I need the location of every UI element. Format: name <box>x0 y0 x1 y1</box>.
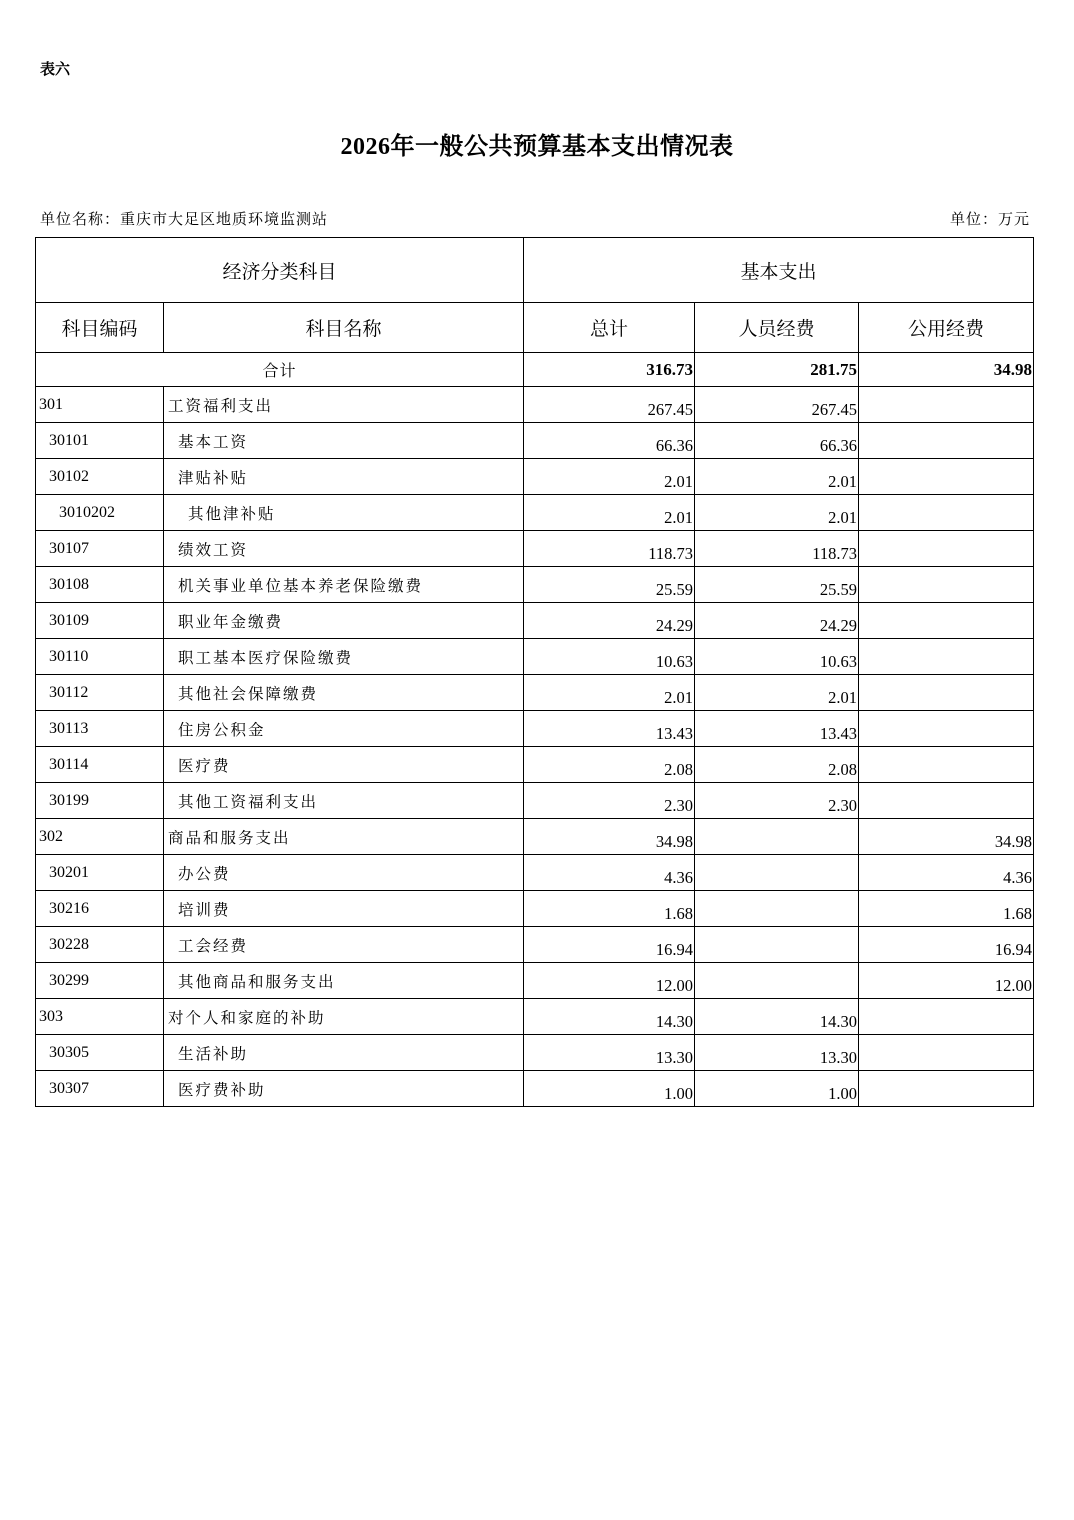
document-title: 2026年一般公共预算基本支出情况表 <box>340 134 734 160</box>
row-public: 1.68 <box>859 891 1034 927</box>
total-label: 合计 <box>36 353 524 387</box>
row-code: 30108 <box>36 567 164 603</box>
table-row <box>36 783 1034 819</box>
row-personnel: 2.01 <box>695 675 859 711</box>
row-code: 30101 <box>36 423 164 459</box>
row-public <box>859 603 1034 639</box>
row-total: 1.68 <box>524 891 695 927</box>
table-row <box>36 603 1034 639</box>
row-name: 其他工资福利支出 <box>164 783 524 819</box>
table-row <box>36 531 1034 567</box>
table-row <box>36 747 1034 783</box>
row-name: 医疗费补助 <box>164 1071 524 1107</box>
row-total: 13.30 <box>524 1035 695 1071</box>
row-total: 2.08 <box>524 747 695 783</box>
table-row <box>36 855 1034 891</box>
row-personnel: 2.01 <box>695 459 859 495</box>
row-name: 住房公积金 <box>164 711 524 747</box>
row-personnel: 267.45 <box>695 387 859 423</box>
header-economic-classification: 经济分类科目 <box>36 238 524 303</box>
row-total: 14.30 <box>524 999 695 1035</box>
row-code: 301 <box>36 387 164 423</box>
header-code: 科目编码 <box>36 303 164 353</box>
row-code: 30102 <box>36 459 164 495</box>
row-code: 30109 <box>36 603 164 639</box>
unit-name: 单位名称：重庆市大足区地质环境监测站 <box>40 210 329 228</box>
table-row <box>36 387 1034 423</box>
table-row <box>36 819 1034 855</box>
row-total: 2.30 <box>524 783 695 819</box>
table-row <box>36 963 1034 999</box>
row-name: 绩效工资 <box>164 531 524 567</box>
row-total: 66.36 <box>524 423 695 459</box>
table-row <box>36 999 1034 1035</box>
row-public <box>859 387 1034 423</box>
row-public <box>859 783 1034 819</box>
row-total: 10.63 <box>524 639 695 675</box>
row-personnel <box>695 855 859 891</box>
row-public <box>859 1071 1034 1107</box>
row-personnel: 13.30 <box>695 1035 859 1071</box>
row-public: 4.36 <box>859 855 1034 891</box>
row-code: 30113 <box>36 711 164 747</box>
table-row <box>36 459 1034 495</box>
table-row <box>36 927 1034 963</box>
row-personnel: 1.00 <box>695 1071 859 1107</box>
header-personnel: 人员经费 <box>695 303 859 353</box>
total-row <box>36 353 1034 387</box>
row-total: 4.36 <box>524 855 695 891</box>
row-name: 其他商品和服务支出 <box>164 963 524 999</box>
total-personnel: 281.75 <box>695 353 859 387</box>
header-basic-expenditure: 基本支出 <box>524 238 1034 303</box>
row-total: 12.00 <box>524 963 695 999</box>
total-sum: 316.73 <box>524 353 695 387</box>
row-code: 30110 <box>36 639 164 675</box>
row-public <box>859 999 1034 1035</box>
row-total: 13.43 <box>524 711 695 747</box>
table-number-label: 表六 <box>40 60 71 78</box>
row-code: 30305 <box>36 1035 164 1071</box>
row-personnel: 14.30 <box>695 999 859 1035</box>
row-name: 办公费 <box>164 855 524 891</box>
row-public: 16.94 <box>859 927 1034 963</box>
header-row-columns <box>36 303 1034 353</box>
header-row-group <box>36 238 1034 303</box>
row-name: 基本工资 <box>164 423 524 459</box>
row-total: 2.01 <box>524 495 695 531</box>
header-total: 总计 <box>524 303 695 353</box>
row-public <box>859 747 1034 783</box>
row-personnel: 13.43 <box>695 711 859 747</box>
row-code: 303 <box>36 999 164 1035</box>
row-personnel <box>695 963 859 999</box>
row-name: 工资福利支出 <box>164 387 524 423</box>
row-total: 16.94 <box>524 927 695 963</box>
row-personnel <box>695 927 859 963</box>
row-code: 30201 <box>36 855 164 891</box>
row-code: 30114 <box>36 747 164 783</box>
row-code: 30299 <box>36 963 164 999</box>
table-row <box>36 1035 1034 1071</box>
row-code: 302 <box>36 819 164 855</box>
row-personnel <box>695 891 859 927</box>
unit-of-measure: 单位：万元 <box>949 210 1030 228</box>
row-code: 3010202 <box>36 495 164 531</box>
row-total: 25.59 <box>524 567 695 603</box>
row-total: 2.01 <box>524 675 695 711</box>
row-total: 2.01 <box>524 459 695 495</box>
row-name: 津贴补贴 <box>164 459 524 495</box>
row-name: 工会经费 <box>164 927 524 963</box>
table-row <box>36 639 1034 675</box>
table-row <box>36 423 1034 459</box>
table-row <box>36 495 1034 531</box>
header-name: 科目名称 <box>164 303 524 353</box>
table-row <box>36 675 1034 711</box>
row-personnel: 2.08 <box>695 747 859 783</box>
row-total: 267.45 <box>524 387 695 423</box>
row-personnel: 2.30 <box>695 783 859 819</box>
row-public <box>859 495 1034 531</box>
row-name: 职工基本医疗保险缴费 <box>164 639 524 675</box>
row-public <box>859 567 1034 603</box>
row-public: 12.00 <box>859 963 1034 999</box>
total-public: 34.98 <box>859 353 1034 387</box>
row-personnel: 2.01 <box>695 495 859 531</box>
row-total: 118.73 <box>524 531 695 567</box>
row-public <box>859 639 1034 675</box>
row-public <box>859 711 1034 747</box>
header-public: 公用经费 <box>859 303 1034 353</box>
row-name: 对个人和家庭的补助 <box>164 999 524 1035</box>
row-personnel <box>695 819 859 855</box>
row-personnel: 118.73 <box>695 531 859 567</box>
row-total: 24.29 <box>524 603 695 639</box>
row-public: 34.98 <box>859 819 1034 855</box>
table-row <box>36 891 1034 927</box>
row-name: 生活补助 <box>164 1035 524 1071</box>
row-code: 30112 <box>36 675 164 711</box>
table-row <box>36 567 1034 603</box>
row-code: 30107 <box>36 531 164 567</box>
row-personnel: 10.63 <box>695 639 859 675</box>
row-total: 34.98 <box>524 819 695 855</box>
row-name: 其他社会保障缴费 <box>164 675 524 711</box>
row-personnel: 66.36 <box>695 423 859 459</box>
row-name: 机关事业单位基本养老保险缴费 <box>164 567 524 603</box>
row-public <box>859 675 1034 711</box>
row-code: 30216 <box>36 891 164 927</box>
row-public <box>859 531 1034 567</box>
row-code: 30228 <box>36 927 164 963</box>
row-name: 其他津补贴 <box>164 495 524 531</box>
row-public <box>859 459 1034 495</box>
row-public <box>859 423 1034 459</box>
row-name: 商品和服务支出 <box>164 819 524 855</box>
table-row <box>36 711 1034 747</box>
row-public <box>859 1035 1034 1071</box>
row-name: 职业年金缴费 <box>164 603 524 639</box>
row-name: 培训费 <box>164 891 524 927</box>
row-personnel: 24.29 <box>695 603 859 639</box>
row-total: 1.00 <box>524 1071 695 1107</box>
row-code: 30307 <box>36 1071 164 1107</box>
table-row <box>36 1071 1034 1107</box>
row-name: 医疗费 <box>164 747 524 783</box>
row-personnel: 25.59 <box>695 567 859 603</box>
budget-table <box>35 237 1034 1107</box>
row-code: 30199 <box>36 783 164 819</box>
